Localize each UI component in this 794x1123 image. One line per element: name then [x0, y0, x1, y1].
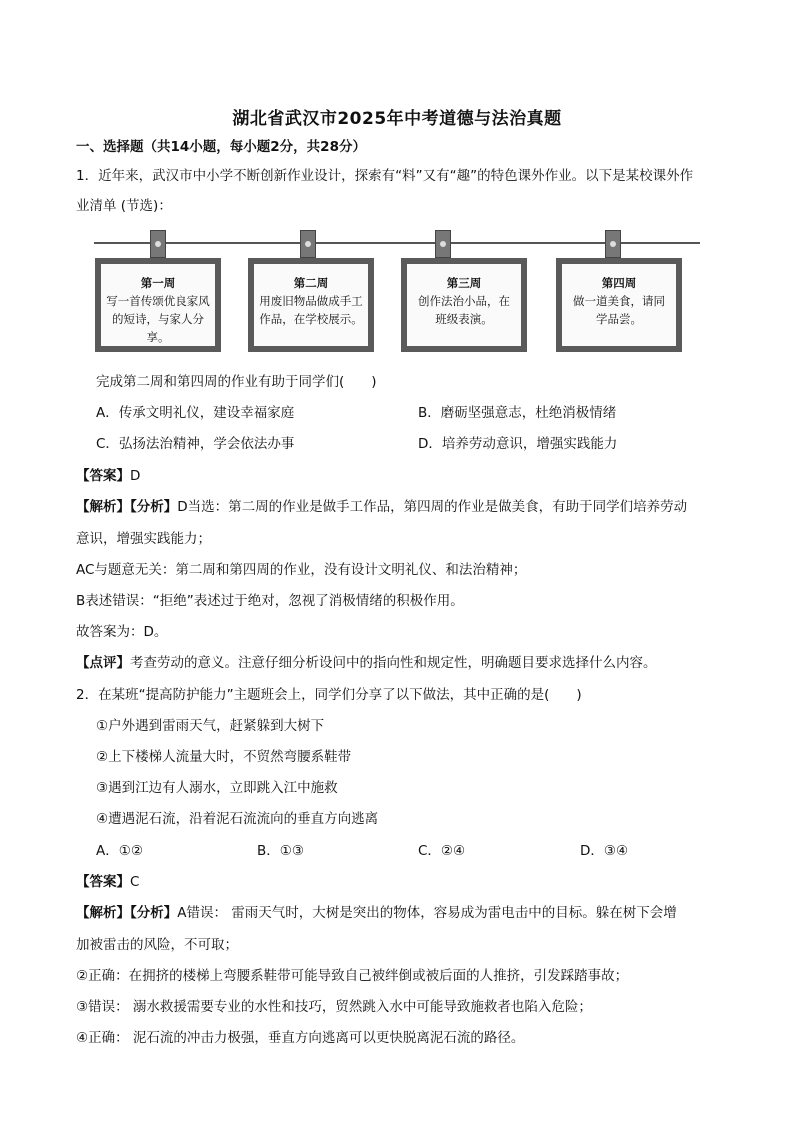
- week-card: [401, 258, 527, 352]
- analysis-tag: 【解析】【分析】: [76, 905, 178, 921]
- week-card-title: 第一周: [140, 276, 176, 290]
- week-card-text: 作品，在学校展示。: [259, 312, 363, 326]
- q1-option-a: A．传承文明礼仪，建设幸福家庭: [96, 405, 295, 421]
- answer-tag: 【答案】: [76, 468, 130, 484]
- q1-option-c: C．弘扬法治精神，学会依法办事: [96, 436, 295, 452]
- q1-analysis-line: AC与题意无关：第二周和第四周的作业，没有设计文明礼仪、和法治精神；: [76, 562, 527, 578]
- q2-analysis-line: 加被雷击的风险，不可取；: [76, 937, 238, 953]
- homework-list-figure: [90, 230, 702, 360]
- week-card-text: 的短诗，与家人分享。: [112, 312, 204, 344]
- clothespin-icon: [605, 230, 621, 258]
- analysis-tag: 【解析】【分析】: [76, 499, 178, 515]
- q1-analysis-line: 意识，增强实践能力；: [76, 531, 211, 547]
- q1-analysis-line: [76, 497, 687, 517]
- q2-answer: [76, 872, 139, 892]
- clothespin-icon: [150, 230, 166, 258]
- week-card-title: 第三周: [446, 276, 482, 290]
- q2-analysis-line: ②正确：在拥挤的楼梯上弯腰系鞋带可能导致自己被绊倒或被后面的人推挤，引发踩踏事故；: [76, 968, 629, 984]
- q1-option-b: B．磨砺坚强意志，杜绝消极情绪: [418, 405, 617, 421]
- q1-stem-line1: 1．近年来，武汉市中小学不断创新作业设计，探索有“料”又有“趣”的特色课外作业。以下是某校课外作: [76, 168, 694, 184]
- q2-stem: 2．在某班“提高防护能力”主题班会上，同学们分享了以下做法，其中正确的是( ): [76, 687, 582, 703]
- q1-stem-line2: 业清单 (节选)：: [76, 198, 172, 214]
- clothespin-icon: [435, 230, 451, 258]
- answer-tag: 【答案】: [76, 874, 130, 890]
- week-card-text: 学品尝。: [596, 312, 642, 326]
- q1-comment: [76, 653, 657, 673]
- q2-item: ④遭遇泥石流，沿着泥石流流向的垂直方向逃离: [96, 811, 379, 827]
- q2-analysis-line: ④正确： 泥石流的冲击力极强，垂直方向逃离可以更快脱离泥石流的路径。: [76, 1030, 525, 1046]
- week-card-text: 用废旧物品做成手工: [259, 294, 363, 308]
- q2-item: ③遇到江边有人溺水，立即跳入江中施救: [96, 780, 338, 796]
- q2-item: ②上下楼梯人流量大时，不贸然弯腰系鞋带: [96, 749, 352, 765]
- comment-tag: 【点评】: [76, 655, 130, 671]
- clothespin-icon: [300, 230, 316, 258]
- analysis-text: A错误： 雷雨天气时，大树是突出的物体，容易成为雷电击中的目标。躲在树下会增: [177, 905, 677, 921]
- q1-analysis-line: B表述错误：“拒绝”表述过于绝对，忽视了消极情绪的积极作用。: [76, 593, 464, 609]
- comment-text: 考查劳动的意义。注意仔细分析设问中的指向性和规定性，明确题目要求选择什么内容。: [130, 655, 657, 671]
- q2-item: ①户外遇到雷雨天气，赶紧躲到大树下: [96, 718, 325, 734]
- q1-question: 完成第二周和第四周的作业有助于同学们( ): [96, 374, 377, 390]
- q1-option-d: D．培养劳动意识，增强实践能力: [418, 436, 618, 452]
- q2-option-a: A．①②: [96, 843, 143, 859]
- q1-analysis-line: 故答案为：D。: [76, 624, 168, 640]
- week-card-text: 做一道美食，请同: [573, 294, 665, 308]
- week-card-title: 第二周: [293, 276, 329, 290]
- section-heading: 一、选择题（共14小题，每小题2分，共28分）: [76, 139, 366, 155]
- answer-value: D: [130, 468, 141, 484]
- q1-answer: [76, 466, 140, 486]
- q2-option-b: B．①③: [257, 843, 304, 859]
- q2-analysis-line: ③错误： 溺水救援需要专业的水性和技巧，贸然跳入水中可能导致施救者也陷入危险；: [76, 999, 592, 1015]
- week-card-title: 第四周: [601, 276, 637, 290]
- week-card-text: 写一首传颂优良家风: [106, 294, 210, 308]
- q2-option-c: C．②④: [418, 843, 466, 859]
- q2-option-d: D．③④: [580, 843, 629, 859]
- week-card: [95, 258, 221, 352]
- week-card-text: 班级表演。: [435, 312, 493, 326]
- week-card: [248, 258, 374, 352]
- page-title: 湖北省武汉市2025年中考道德与法治真题: [232, 109, 562, 129]
- analysis-text: D当选：第二周的作业是做手工作品，第四周的作业是做美食，有助于同学们培养劳动: [177, 499, 688, 515]
- q2-analysis-line: [76, 903, 677, 923]
- week-card-text: 创作法治小品，在: [418, 294, 510, 308]
- answer-value: C: [130, 874, 140, 890]
- week-card: [556, 258, 682, 352]
